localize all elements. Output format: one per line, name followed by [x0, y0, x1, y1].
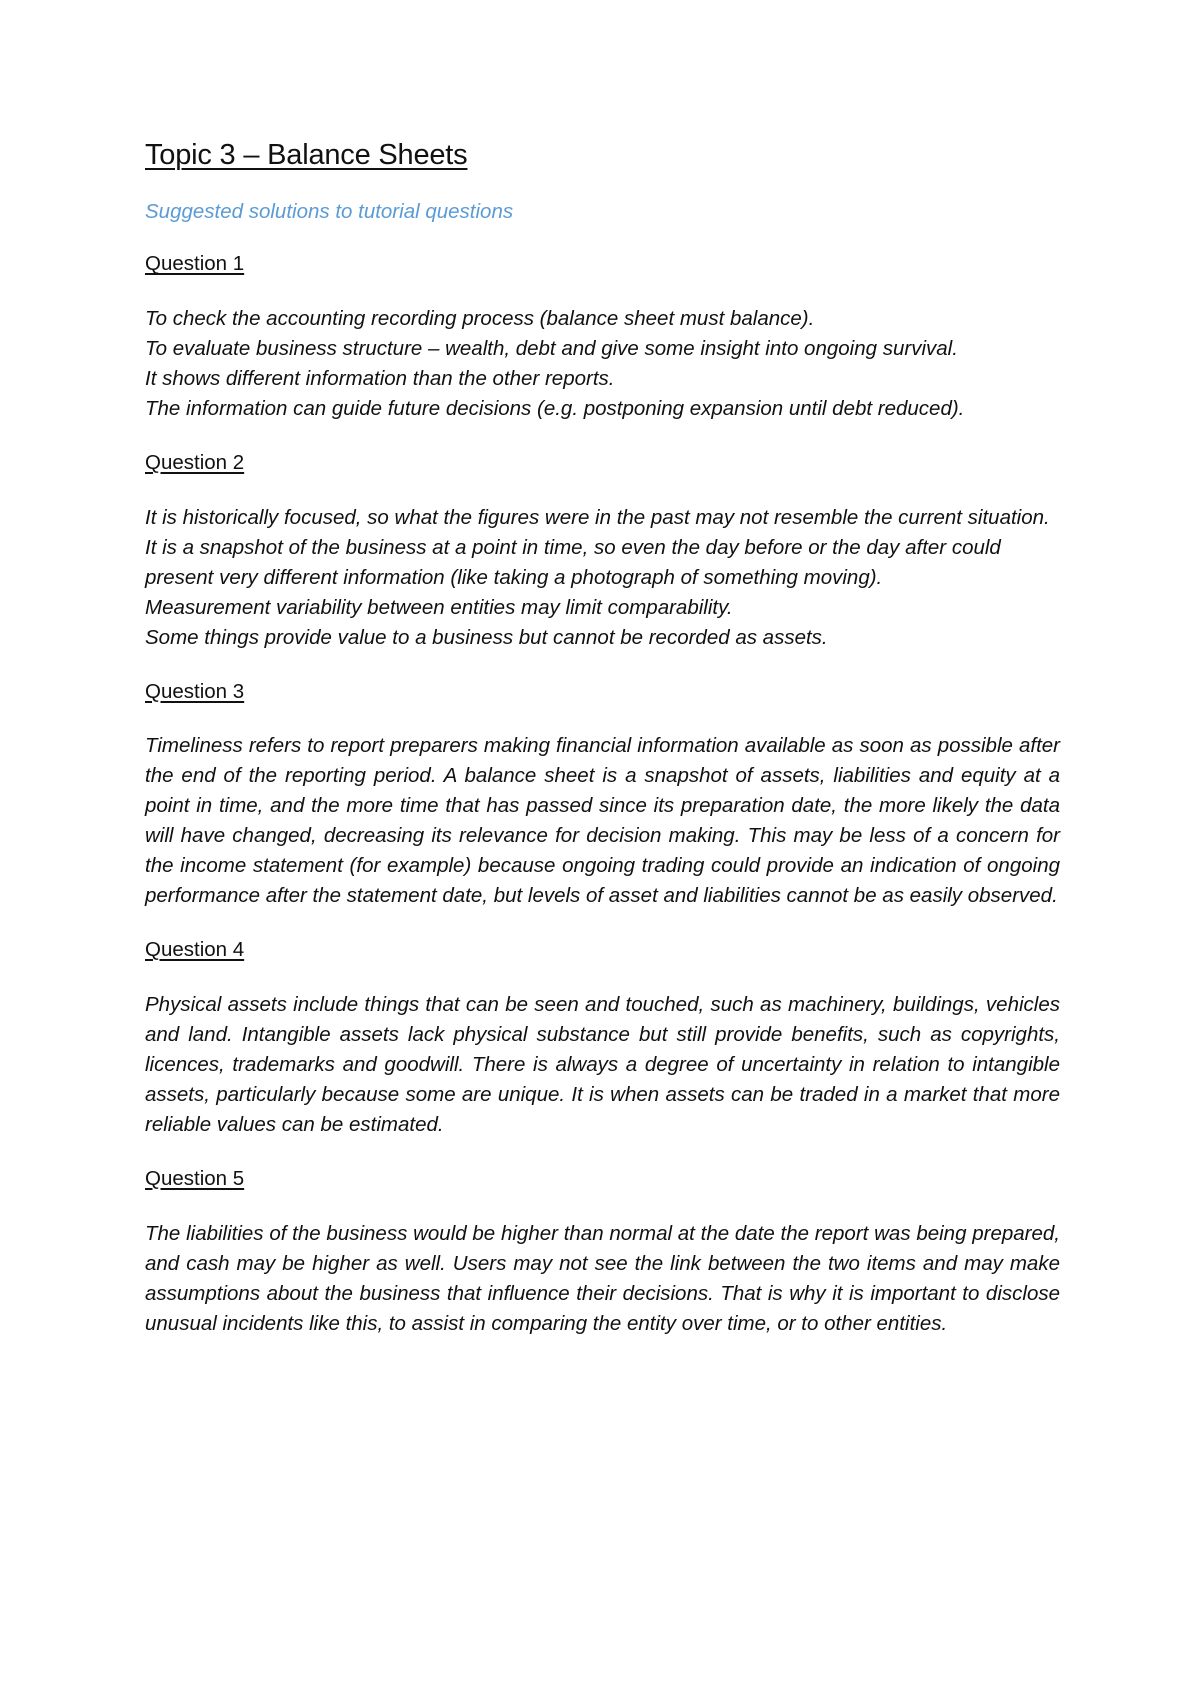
document-subtitle: Suggested solutions to tutorial questions: [145, 199, 514, 223]
answer-line: It is a snapshot of the business at a point in time, so even the day before or the day after could present very different information (like taking a photograph of something moving).: [145, 535, 1001, 589]
question-2-heading: Question 2: [145, 451, 245, 475]
question-4-heading: Question 4: [145, 938, 245, 962]
question-1-heading: Question 1: [145, 252, 245, 276]
question-3-heading: Question 3: [145, 679, 245, 703]
answer-line: To evaluate business structure – wealth, debt and give some insight into ongoing survival.: [145, 337, 958, 361]
question-4-section: [145, 937, 1060, 1140]
answer-line: Measurement variability between entities may limit comparability.: [145, 595, 733, 619]
answer-line: It is historically focused, so what the figures were in the past may not resemble the current situation.: [145, 505, 1050, 529]
question-2-section: [145, 450, 1060, 653]
question-3-section: [145, 679, 1060, 912]
question-5-heading: Question 5: [145, 1167, 245, 1190]
answer-line: It shows different information than the other reports.: [145, 367, 615, 391]
answer-line: The information can guide future decisions (e.g. postponing expansion until debt reduced).: [145, 397, 965, 421]
document-title: Topic 3 – Balance Sheets: [145, 139, 468, 171]
question-2-answer: [145, 503, 1060, 653]
document-page: [145, 138, 1060, 1365]
question-1-section: [145, 251, 1060, 424]
answer-line: To check the accounting recording process (balance sheet must balance).: [145, 307, 815, 331]
question-4-answer: Physical assets include things that can be seen and touched, such as machinery, buildings, vehicles and land. Intangible assets lack physical substance but still provide benefits, such as copyrights, licences, trademarks and goodwill. There is always a degree of uncertainty in relation to intangible assets, particularly because some are unique. It is when assets can be traded in a market that more reliable values can be estimated.: [145, 993, 1060, 1136]
question-5-section: [145, 1166, 1060, 1339]
question-5-answer: The liabilities of the business would be higher than normal at the date the report was being prepared, and cash may be higher as well. Users may not see the link between the two items and may make assumptions about the business that influence their decisions. That is why it is important to disclose unusual incidents like this, to assist in comparing the entity over time, or to other entities.: [145, 1221, 1060, 1335]
answer-line: Some things provide value to a business but cannot be recorded as assets.: [145, 625, 828, 649]
question-3-answer: Timeliness refers to report preparers making financial information available as soon as possible after the end of the reporting period. A balance sheet is a snapshot of assets, liabilities and equity at a point in time, and the more time that has passed since its preparation date, the more likely the data will have changed, decreasing its relevance for decision making. This may be less of a concern for the income statement (for example) because ongoing trading could provide an indication of ongoing performance after the statement date, but levels of asset and liabilities cannot be as easily observed.: [145, 734, 1060, 908]
question-1-answer: [145, 304, 1060, 424]
